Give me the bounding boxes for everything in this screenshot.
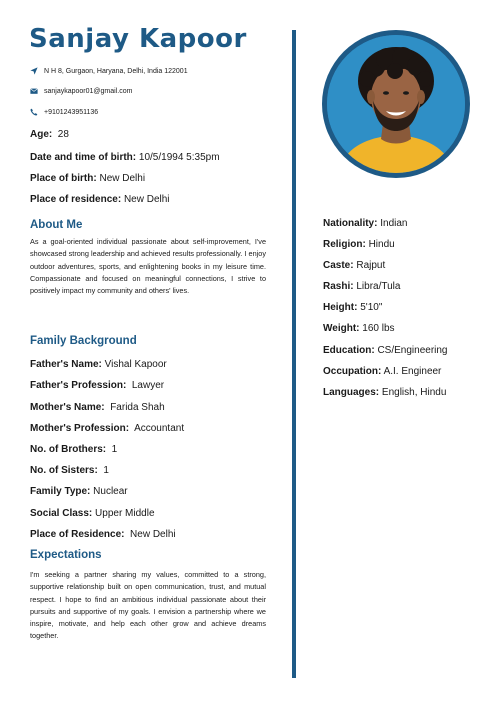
person-portrait (327, 35, 465, 173)
family-residence-field: Place of Residence: New Delhi (30, 529, 176, 540)
phone-icon (30, 108, 38, 116)
email-text[interactable]: sanjaykapoor01@gmail.com (44, 87, 133, 95)
mother-profession-field: Mother's Profession: Accountant (30, 423, 185, 434)
expectations-text: I'm seeking a partner sharing my values, committed to a strong, supportive relationship built on open communication, trust, and mutual respect. I hope to find an ambitious individual passionate about their pursuits and supportive of my goals. I envision a partnership where we inspire, motivate, and help each other grow and achieve dreams together. (30, 570, 266, 641)
father-profession-field: Father's Profession: Lawyer (30, 380, 165, 391)
phone-line (30, 108, 98, 116)
brothers-field: No. of Brothers: 1 (30, 444, 118, 455)
family-type-field: Family Type: Nuclear (30, 486, 128, 497)
sisters-field: No. of Sisters: 1 (30, 465, 109, 476)
residence-place-field: Place of residence: New Delhi (30, 194, 170, 205)
nationality-field: Nationality: Indian (323, 218, 408, 229)
social-class-field: Social Class: Upper Middle (30, 508, 155, 519)
expectations-heading: Expectations (30, 549, 102, 561)
father-name-field: Father's Name: Vishal Kapoor (30, 359, 167, 370)
weight-field: Weight: 160 lbs (323, 323, 395, 334)
family-heading: Family Background (30, 335, 137, 347)
education-field: Education: CS/Engineering (323, 345, 448, 356)
mother-name-field: Mother's Name: Farida Shah (30, 402, 165, 413)
location-arrow-icon (30, 67, 38, 75)
address-text: N H 8, Gurgaon, Haryana, Delhi, India 122001 (44, 67, 188, 75)
birth-datetime-field: Date and time of birth: 10/5/1994 5:35pm (30, 152, 220, 163)
birth-place-field: Place of birth: New Delhi (30, 173, 146, 184)
address-line (30, 67, 188, 75)
rashi-field: Rashi: Libra/Tula (323, 281, 401, 292)
email-icon (30, 87, 38, 95)
email-line (30, 87, 132, 95)
profile-name: Sanjay Kapoor (29, 24, 247, 54)
about-heading: About Me (30, 219, 83, 231)
about-text: As a goal-oriented individual passionate about self-improvement, I've showcased strong leadership and achieved results professionally. I enjoy outdoor adventures, sports, and enlightening books in my leisure time. Compassionate and focused on meaningful connections, I strive to positively impact my community and others' lives. (30, 237, 266, 296)
profile-photo (322, 30, 470, 178)
height-field: Height: 5'10" (323, 302, 383, 313)
column-divider (292, 30, 296, 678)
age-field: Age: 28 (30, 129, 69, 140)
occupation-field: Occupation: A.I. Engineer (323, 366, 442, 377)
caste-field: Caste: Rajput (323, 260, 386, 271)
languages-field: Languages: English, Hindu (323, 387, 447, 398)
religion-field: Religion: Hindu (323, 239, 395, 250)
phone-text[interactable]: +9101243951136 (44, 108, 99, 116)
